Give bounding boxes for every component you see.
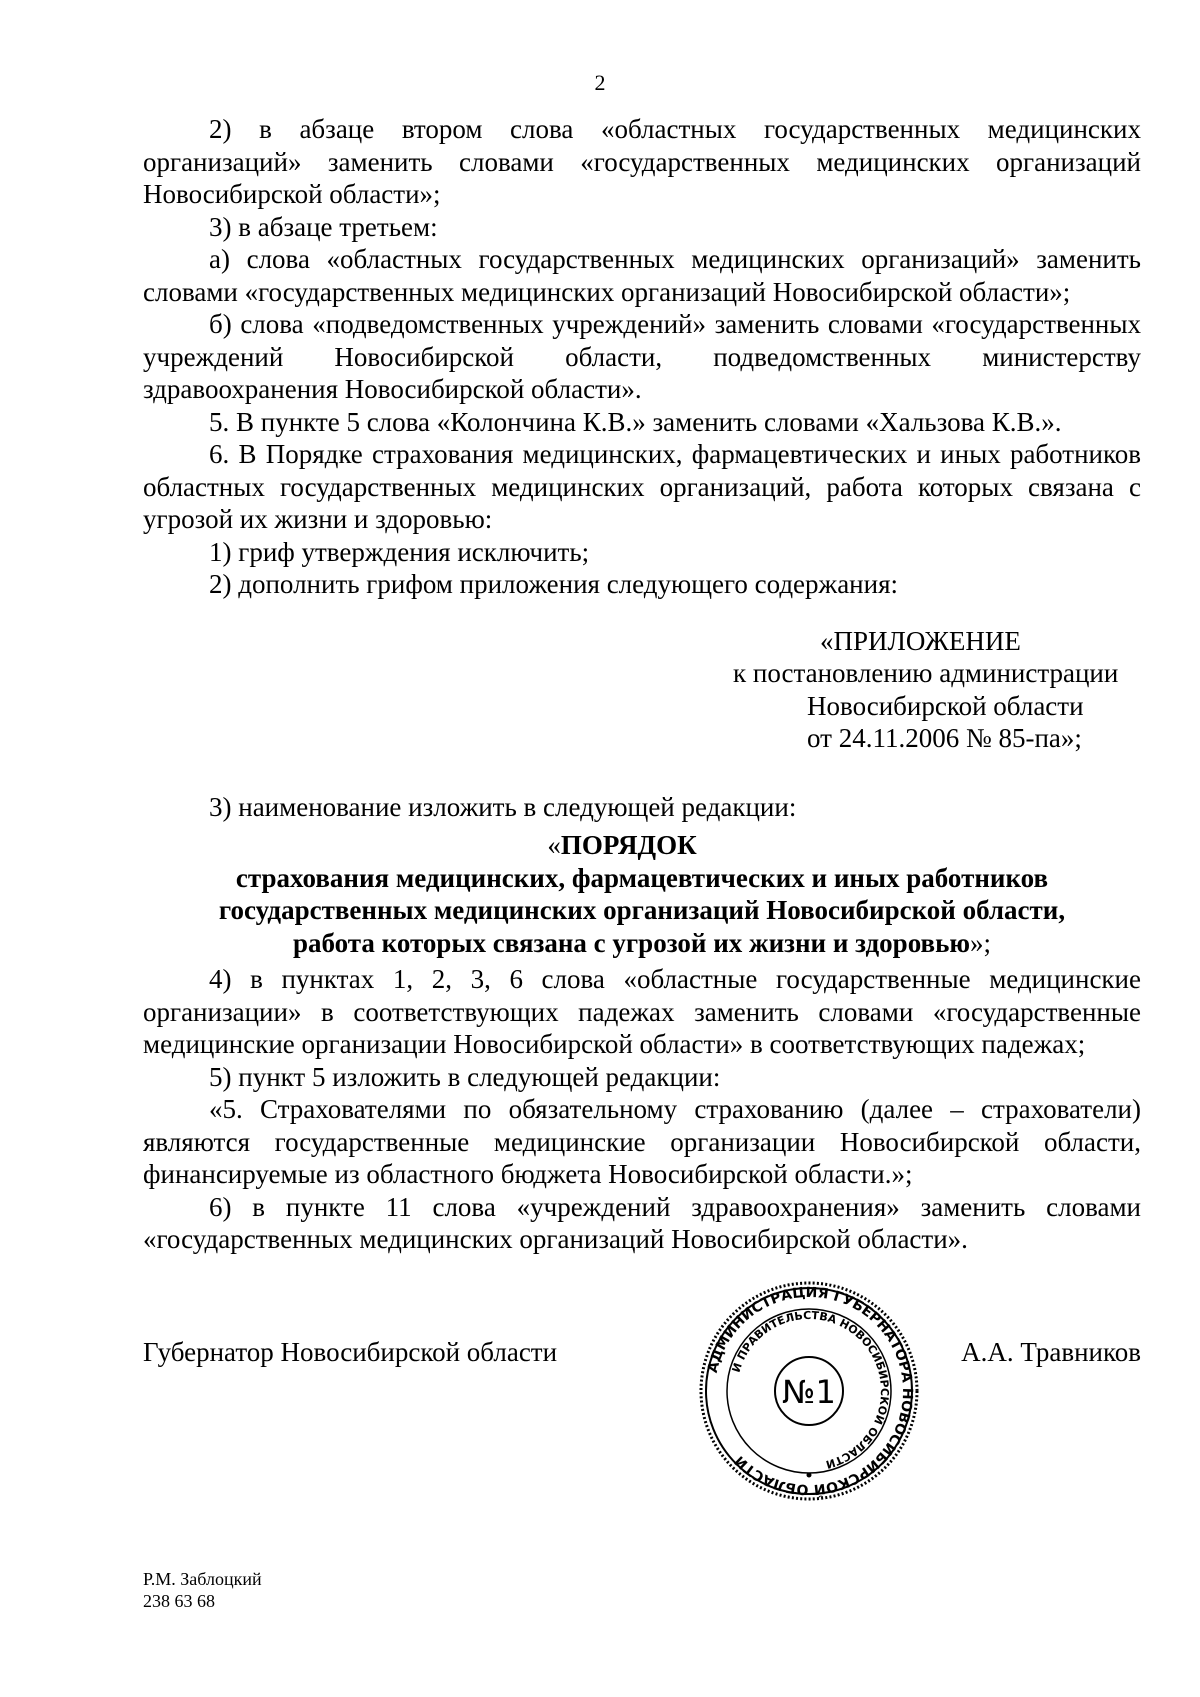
seal-star [807, 1473, 812, 1478]
seal-inner-text: И ПРАВИТЕЛЬСТВА НОВОСИБИРСКОЙ ОБЛАСТИ [729, 1308, 892, 1471]
appendix-stamp-line: Новосибирской области [807, 690, 1084, 721]
document-body [143, 113, 1141, 1256]
paragraph: 2) дополнить грифом приложения следующего содержания: [209, 569, 899, 599]
new-title-line: страхования медицинских, фармацевтических и иных работников [235, 862, 1049, 893]
executor-phone: 238 63 68 [143, 1591, 215, 1611]
title-line-text: работа которых связана с угрозой их жизни и здоровью [292, 927, 971, 958]
new-title-heading [143, 829, 1141, 862]
seal-center-number: №1 [782, 1373, 836, 1411]
appendix-stamp [143, 625, 1141, 755]
paragraph: 5) пункт 5 изложить в следующей редакции: [209, 1061, 721, 1092]
paragraph: 3) наименование изложить в следующей редакции: [209, 791, 797, 822]
seal-outer-text: АДМИНИСТРАЦИЯ ГУБЕРНАТОРА НОВОСИБИРСКОЙ ОБЛАСТИ [704, 1284, 916, 1498]
close-quote: »; [970, 927, 992, 958]
signatory-name: А.А. Травников [961, 1337, 1141, 1367]
title-word: ПОРЯДОК [560, 830, 697, 860]
paragraph: а) слова «областных государственных медицинских организаций» заменить словами «государственных медицинских организаций Новосибирской области»; [143, 244, 1141, 307]
paragraph: 3) в абзаце третьем: [209, 211, 438, 242]
signatory-position: Губернатор Новосибирской области [143, 1337, 558, 1367]
open-quote: « [547, 830, 561, 860]
official-seal [698, 1280, 920, 1502]
new-title [143, 829, 1141, 959]
paragraph: 2) в абзаце втором слова «областных государственных медицинских организаций» заменить словами «государственных медицинских организаций Новосибирской области»; [143, 114, 1141, 209]
appendix-stamp-line: «ПРИЛОЖЕНИЕ [820, 625, 1021, 656]
appendix-stamp-line: к постановлению администрации [733, 658, 1119, 688]
new-title-line: государственных медицинских организаций Новосибирской области, [218, 895, 1066, 925]
paragraph: 4) в пунктах 1, 2, 3, 6 слова «областные государственные медицинские организации» в соответствующих падежах заменить словами «государственные медицинские организации Новосибирской области» в соответствующих падежах; [143, 964, 1141, 1059]
paragraph: 6) в пункте 11 слова «учреждений здравоохранения» заменить словами «государственных медицинских организаций Новосибирской области». [143, 1191, 1141, 1254]
executor-name: Р.М. Заблоцкий [143, 1569, 262, 1589]
appendix-stamp-line: от 24.11.2006 № 85-па»; [807, 723, 1082, 753]
executor-block [143, 1568, 262, 1612]
paragraph: 6. В Порядке страхования медицинских, фармацевтических и иных работников областных государственных медицинских организаций, работа которых связана с угрозой их жизни и здоровью: [143, 439, 1141, 534]
paragraph: «5. Страхователями по обязательному страхованию (далее – страхователи) являются государственные медицинские организации Новосибирской области, финансируемые из областного бюджета Новосибирской области.»; [143, 1094, 1141, 1189]
paragraph: б) слова «подведомственных учреждений» заменить словами «государственных учреждений Новосибирской области, подведомственных министерству здравоохранения Новосибирской области». [143, 309, 1141, 404]
paragraph: 5. В пункте 5 слова «Колончина К.В.» заменить словами «Хальзова К.В.». [209, 406, 1062, 437]
paragraph: 1) гриф утверждения исключить; [209, 536, 590, 567]
page-number: 2 [594, 70, 606, 95]
new-title-line [143, 927, 1141, 960]
